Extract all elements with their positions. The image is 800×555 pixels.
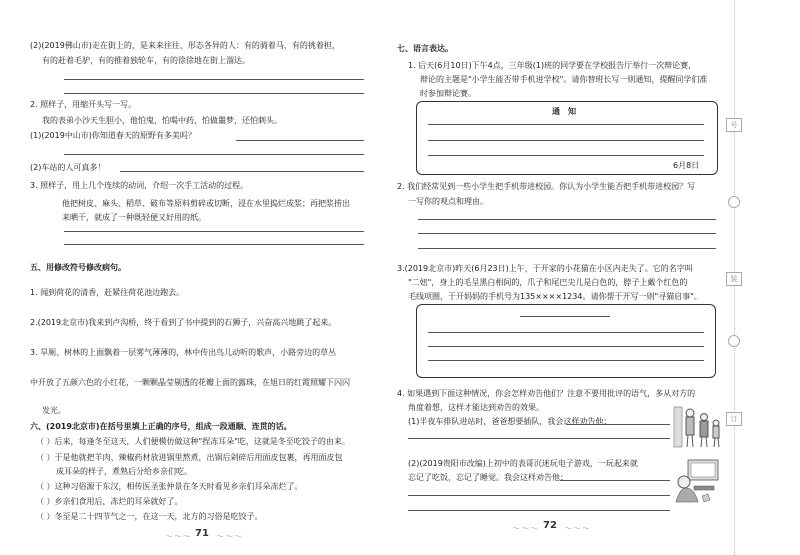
sentence-3c: 发光。 [42,406,66,415]
task-4b: 角度着想，这样才能达到劝告的效果。 [408,403,544,412]
order-item-5[interactable]: （ ）冬至是二十四节气之一，在这一天，北方的习俗是吃饺子。 [36,512,263,521]
binding-tab: 号 [726,118,742,132]
answer-line[interactable] [236,140,364,141]
answer-line[interactable] [418,248,716,249]
task-1a: 1. 后天(6月10日)下午4点，三年级(1)班的同学要在学校报告厅举行一次辩论赛， [408,61,697,70]
task-1b: 辩论的主题是"小学生能否带手机进学校"。请你替班长写一则通知，提醒同学们准 [420,75,708,84]
sentence-3a: 3. 旱厕、树林的上面飘着一层雾气薄薄的，林中传出鸟儿动听的歌声，小路旁边的草丛 [30,348,337,357]
answer-line[interactable] [64,231,364,232]
queue-illustration [672,403,724,449]
order-item-4[interactable]: （ ）乡亲们食用后，冻烂的耳朵就好了。 [36,497,183,506]
notice-line[interactable] [428,140,704,141]
task-3b: "二妞"，身上的毛呈黑白相间的，爪子和尾巴尖儿是白色的，脖子上戴个红色的 [408,278,688,287]
question-3: 3. 照样子，用上几个连续的动词，介绍一次手工活动的过程。 [30,181,249,190]
answer-line [64,79,364,80]
answer-line [64,93,364,94]
question-2-2: (2)车站的人可真多！ [30,163,106,172]
task-4a: 4. 如果遇到下面这种情况，你会怎样劝告他们？注意不要用批评的语气，多从对方的 [397,389,696,398]
section-5-heading: 五、用修改符号修改病句。 [30,263,126,272]
task-4-1: (1)半夜车排队进站时，爸爸想要插队，我会这样劝告他： [408,417,612,426]
binding-tab: 订 [726,412,742,426]
lost-cat-line[interactable] [428,360,704,361]
notice-title: 通 知 [552,107,576,116]
task-2a: 2. 我们经常见到一些小学生把手机带进校园。你认为小学生能否把手机带进校园？写 [397,182,696,191]
binding-tab: 装 [726,272,742,286]
question-2-1: (1)(2019中山市)你知道春天的原野有多美吗？ [30,131,196,140]
answer-line[interactable] [566,424,670,425]
sentence-2: 2.(2019北京市)我来到卢沟桥，终于看到了书中提到的石狮子，兴奋高兴地跳了起来。 [30,318,337,327]
gaming-illustration [672,456,724,504]
example-3b: 来晒干，就成了一种既轻便又好用的纸。 [62,213,206,222]
example-2: 我的表弟小沙天生胆小，他怕鬼，怕喝中药，怕做噩梦，还怕刺头。 [42,116,282,125]
order-item-3[interactable]: （ ）这种习俗源于东汉，相传医圣张仲景在冬天时看见乡亲们耳朵冻烂了。 [36,482,303,491]
answer-line[interactable] [120,171,364,172]
order-item-2a[interactable]: （ ）于是他就把羊肉、辣椒药材放进锅里熬煮，出锅后剁碎后用面皮包裹，再用面皮包 [36,453,343,462]
section-7-heading: 七、语言表达。 [397,44,453,53]
sentence-1: 1. 闻到荷花的清香，赶紧往荷花池边跑去。 [30,288,185,297]
section-6-heading: 六、(2019北京市)在括号里填上正确的序号，组成一段通顺、连贯的话。 [30,422,292,431]
sentence-3b: 中开放了五颜六色的小红花，一颗颗晶莹剔透的花瓣上面的露珠，在旭日的红霞照耀下闪闪 [30,378,350,387]
lost-cat-title-line[interactable] [520,316,610,317]
task-4-2b: 忘记了吃饭，忘记了睡觉。我会这样劝告他： [408,473,568,482]
order-item-2b: 成耳朵的样子，煮熟后分给乡亲们吃。 [56,467,192,476]
task-3c: 毛线项圈，于开妈妈的手机号为135××××1234。请你帮于开写一则"寻猫启事"。 [408,292,702,301]
notice-line[interactable] [428,155,704,156]
answer-line[interactable] [418,219,716,220]
answer-line[interactable] [64,154,364,155]
task-4-2a: (2)(2019贵阳市改编)上初中的表哥沉迷玩电子游戏，一玩起来就 [408,459,638,468]
binding-ring [728,335,740,347]
lost-cat-line[interactable] [428,332,704,333]
answer-line[interactable] [418,233,716,234]
lost-cat-line[interactable] [428,346,704,347]
answer-line[interactable] [64,244,364,245]
left-line-2: 有的赶着毛驴，有的推着独轮车，有的徐徐地在街上溜达。 [42,56,250,65]
notice-date: 6月8日 [673,161,700,170]
answer-line[interactable] [560,480,670,481]
task-3a: 3.(2019北京市)昨天(6月23日)上午，于开家的小花猫在小区内走失了。它的名字叫 [397,264,693,273]
example-3a: 他把树皮、麻头、稻草、破布等原料剪碎或切断，浸在水里捣烂成浆；再把浆捞出 [62,199,350,208]
answer-line[interactable] [408,438,670,439]
page-ornament: 〜〜〜 [216,532,243,541]
notice-line[interactable] [428,124,704,125]
task-2b: 一写你的观点和理由。 [408,197,488,206]
left-line-1: (2)(2019佛山市)走在街上的，是来来往往、形态各异的人：有的骑着马，有的挑着担， [30,41,340,50]
question-2: 2. 照样子，用缩开头写一写。 [30,100,137,109]
page-ornament: 〜〜〜 [165,532,192,541]
answer-line[interactable] [408,495,670,496]
order-item-1[interactable]: （ ）后来，每逢冬至这天，人们便模仿做这种"捏冻耳朵"吃，这就是冬至吃饺子的由来。 [36,437,350,446]
page-ornament: 〜〜〜 [512,524,539,533]
binding-ring [728,196,740,208]
task-1c: 时参加辩论赛。 [420,89,476,98]
answer-line[interactable] [408,510,670,511]
page-number-left: 71 [195,528,209,539]
page-ornament: 〜〜〜 [564,524,591,533]
page-number-right: 72 [543,520,557,531]
